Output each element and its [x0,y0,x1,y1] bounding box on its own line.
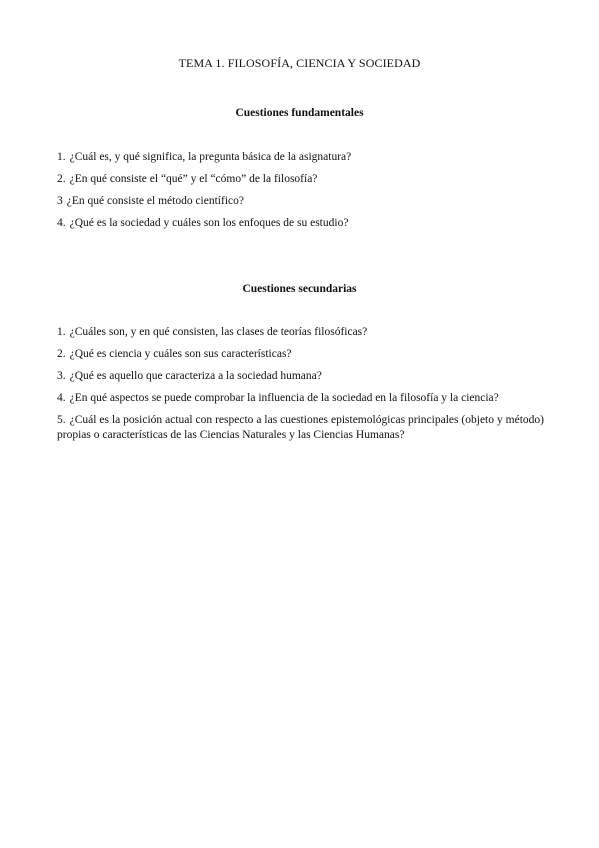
question-text: ¿Qué es ciencia y cuáles son sus características? [69,348,292,360]
question-number: 1. [57,326,66,338]
question-number: 5. [57,414,66,426]
question-text: ¿Qué es aquello que caracteriza a la sociedad humana? [69,370,322,382]
question-text: ¿Qué es la sociedad y cuáles son los enfoques de su estudio? [69,217,349,229]
question-number: 4. [57,392,66,404]
secondary-question-1 [57,325,544,340]
section-heading-fundamentales: Cuestiones fundamentales [235,107,364,119]
secondary-question-5 [57,413,544,443]
fundamental-question-4 [57,216,544,231]
question-number: 4. [57,217,66,229]
question-text: ¿Cuál es, y qué significa, la pregunta básica de la asignatura? [69,151,352,163]
question-text: ¿En qué consiste el “qué” y el “cómo” de la filosofía? [69,173,318,185]
secondary-question-4 [57,391,544,406]
secondary-question-3 [57,369,544,384]
question-text: ¿En qué aspectos se puede comprobar la influencia de la sociedad en la filosofía y la ciencia? [69,392,499,404]
fundamental-question-3 [57,194,544,209]
question-number: 2. [57,348,66,360]
secondary-question-2 [57,347,544,362]
question-text: ¿Cuál es la posición actual con respecto a las cuestiones epistemológicas principales (objeto y método) propias o características de las Ciencias Naturales y las Ciencias Humanas? [57,414,544,441]
question-text: ¿En qué consiste el método científico? [66,195,244,207]
question-number: 2. [57,173,66,185]
question-number: 3 [57,195,63,207]
question-number: 1. [57,151,66,163]
question-number: 3. [57,370,66,382]
section-heading-secundarias: Cuestiones secundarias [242,283,357,295]
fundamental-question-2 [57,172,544,187]
fundamental-question-1 [57,150,544,165]
document-title: TEMA 1. FILOSOFÍA, CIENCIA Y SOCIEDAD [178,56,421,70]
question-text: ¿Cuáles son, y en qué consisten, las clases de teorías filosóficas? [69,326,368,338]
